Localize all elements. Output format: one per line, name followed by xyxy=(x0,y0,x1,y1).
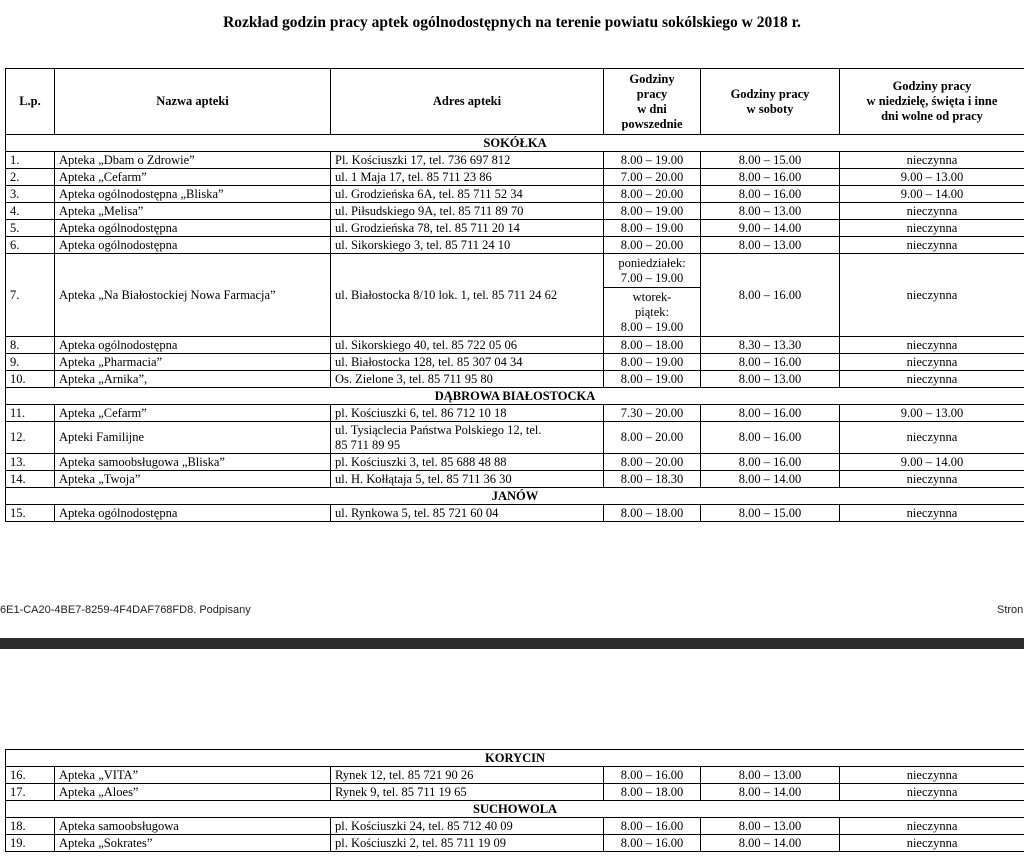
table-row xyxy=(6,767,1024,784)
cell-weekdays-tue-fri xyxy=(604,288,701,337)
cell-address: Pl. Kościuszki 17, tel. 736 697 812 xyxy=(331,152,604,169)
cell-lp: 18. xyxy=(6,818,55,835)
section-header: JANÓW xyxy=(6,488,1024,505)
table-row xyxy=(6,203,1024,220)
cell-address: ul. Sikorskiego 3, tel. 85 711 24 10 xyxy=(331,237,604,254)
cell-address: ul. Sikorskiego 40, tel. 85 722 05 06 xyxy=(331,337,604,354)
table-row xyxy=(6,422,1024,454)
table-row xyxy=(6,784,1024,801)
cell-saturday: 8.00 – 16.00 xyxy=(701,254,840,337)
header-saturday xyxy=(701,69,840,135)
cell-address-line: 85 711 89 95 xyxy=(335,437,401,452)
table-row xyxy=(6,186,1024,203)
cell-sunday: nieczynna xyxy=(840,254,1024,337)
cell-weekdays: 8.00 – 19.00 xyxy=(604,220,701,237)
cell-weekdays: 8.00 – 18.30 xyxy=(604,471,701,488)
cell-sunday: nieczynna xyxy=(840,237,1024,254)
table-row xyxy=(6,471,1024,488)
cell-lp: 4. xyxy=(6,203,55,220)
cell-address: pl. Kościuszki 24, tel. 85 712 40 09 xyxy=(331,818,604,835)
cell-address: ul. Piłsudskiego 9A, tel. 85 711 89 70 xyxy=(331,203,604,220)
cell-saturday: 8.00 – 16.00 xyxy=(701,405,840,422)
page-separator xyxy=(0,638,1024,649)
table-row xyxy=(6,505,1024,522)
cell-weekdays: 8.00 – 18.00 xyxy=(604,505,701,522)
cell-lp: 12. xyxy=(6,422,55,454)
cell-weekdays: 7.30 – 20.00 xyxy=(604,405,701,422)
cell-lp: 3. xyxy=(6,186,55,203)
cell-address: Rynek 12, tel. 85 721 90 26 xyxy=(331,767,604,784)
cell-saturday: 8.00 – 13.00 xyxy=(701,237,840,254)
cell-lp: 10. xyxy=(6,371,55,388)
cell-name: Apteka ogólnodostępna xyxy=(55,505,331,522)
cell-saturday: 8.00 – 16.00 xyxy=(701,354,840,371)
cell-sunday: nieczynna xyxy=(840,203,1024,220)
cell-address-line: ul. Tysiąclecia Państwa Polskiego 12, tel. xyxy=(335,422,542,437)
document-footer-page: Stron xyxy=(997,604,1024,616)
cell-sunday: 9.00 – 14.00 xyxy=(840,186,1024,203)
cell-sunday: nieczynna xyxy=(840,152,1024,169)
cell-name: Apteka „Twoja” xyxy=(55,471,331,488)
cell-address: ul. Rynkowa 5, tel. 85 721 60 04 xyxy=(331,505,604,522)
table-row xyxy=(6,354,1024,371)
cell-address: ul. H. Kołłątaja 5, tel. 85 711 36 30 xyxy=(331,471,604,488)
cell-sunday: 9.00 – 14.00 xyxy=(840,454,1024,471)
cell-saturday: 8.00 – 16.00 xyxy=(701,454,840,471)
cell-sunday: nieczynna xyxy=(840,220,1024,237)
cell-sunday: nieczynna xyxy=(840,354,1024,371)
cell-name: Apteka „Melisa” xyxy=(55,203,331,220)
cell-weekdays-monday xyxy=(604,254,701,288)
cell-weekdays-line: piątek: xyxy=(634,304,669,319)
cell-saturday: 8.00 – 14.00 xyxy=(701,471,840,488)
table-row xyxy=(6,237,1024,254)
cell-saturday: 8.00 – 16.00 xyxy=(701,169,840,186)
page-2-top-margin xyxy=(0,649,1024,739)
cell-name: Apteka samoobsługowa „Bliska” xyxy=(55,454,331,471)
cell-saturday: 8.00 – 16.00 xyxy=(701,422,840,454)
cell-weekdays: 8.00 – 19.00 xyxy=(604,371,701,388)
header-weekdays xyxy=(604,69,701,135)
cell-address xyxy=(331,422,604,454)
pharmacy-table-page-1 xyxy=(5,68,1024,522)
header-saturday-line: w soboty xyxy=(746,101,794,116)
cell-name: Apteka ogólnodostępna xyxy=(55,237,331,254)
header-saturday-line: Godziny pracy xyxy=(730,86,810,101)
cell-weekdays: 8.00 – 20.00 xyxy=(604,422,701,454)
header-sunday-line: dni wolne od pracy xyxy=(881,109,983,123)
cell-name: Apteki Familijne xyxy=(55,422,331,454)
cell-address: ul. Grodzieńska 78, tel. 85 711 20 14 xyxy=(331,220,604,237)
cell-weekdays: 8.00 – 20.00 xyxy=(604,186,701,203)
table-row xyxy=(6,169,1024,186)
cell-name: Apteka „Aloes” xyxy=(55,784,331,801)
cell-name: Apteka ogólnodostępna xyxy=(55,337,331,354)
table-row xyxy=(6,220,1024,237)
section-header: SUCHOWOLA xyxy=(6,801,1024,818)
cell-sunday: nieczynna xyxy=(840,784,1024,801)
table-row xyxy=(6,152,1024,169)
cell-weekdays-line: poniedziałek: xyxy=(618,255,686,270)
cell-address: pl. Kościuszki 2, tel. 85 711 19 09 xyxy=(331,835,604,852)
table-row xyxy=(6,818,1024,835)
cell-saturday: 8.00 – 13.00 xyxy=(701,203,840,220)
cell-saturday: 8.00 – 13.00 xyxy=(701,767,840,784)
header-address: Adres apteki xyxy=(331,69,604,135)
section-header: DĄBROWA BIAŁOSTOCKA xyxy=(6,388,1024,405)
cell-weekdays: 8.00 – 19.00 xyxy=(604,152,701,169)
cell-name: Apteka samoobsługowa xyxy=(55,818,331,835)
cell-address: ul. 1 Maja 17, tel. 85 711 23 86 xyxy=(331,169,604,186)
cell-lp: 9. xyxy=(6,354,55,371)
cell-sunday: nieczynna xyxy=(840,371,1024,388)
cell-lp: 2. xyxy=(6,169,55,186)
cell-lp: 17. xyxy=(6,784,55,801)
cell-lp: 13. xyxy=(6,454,55,471)
header-name: Nazwa apteki xyxy=(55,69,331,135)
cell-address: Rynek 9, tel. 85 711 19 65 xyxy=(331,784,604,801)
table-row xyxy=(6,337,1024,354)
cell-weekdays: 8.00 – 18.00 xyxy=(604,337,701,354)
table-row xyxy=(6,454,1024,471)
table-row xyxy=(6,835,1024,852)
cell-weekdays: 8.00 – 16.00 xyxy=(604,835,701,852)
table-row xyxy=(6,371,1024,388)
header-weekdays-line: Godziny xyxy=(629,71,675,86)
cell-saturday: 8.30 – 13.30 xyxy=(701,337,840,354)
cell-name: Apteka „Arnika”, xyxy=(55,371,331,388)
cell-lp: 8. xyxy=(6,337,55,354)
section-header: SOKÓŁKA xyxy=(6,135,1024,152)
cell-name: Apteka „Sokrates” xyxy=(55,835,331,852)
cell-lp: 7. xyxy=(6,254,55,337)
header-weekdays-line: powszednie xyxy=(621,116,683,131)
cell-sunday: 9.00 – 13.00 xyxy=(840,169,1024,186)
cell-sunday: nieczynna xyxy=(840,471,1024,488)
cell-lp: 15. xyxy=(6,505,55,522)
cell-name: Apteka „Pharmacia” xyxy=(55,354,331,371)
cell-name: Apteka „Dbam o Zdrowie” xyxy=(55,152,331,169)
header-sunday xyxy=(840,69,1024,135)
cell-address: ul. Białostocka 128, tel. 85 307 04 34 xyxy=(331,354,604,371)
cell-weekdays: 7.00 – 20.00 xyxy=(604,169,701,186)
cell-address: pl. Kościuszki 3, tel. 85 688 48 88 xyxy=(331,454,604,471)
cell-weekdays: 8.00 – 20.00 xyxy=(604,454,701,471)
cell-address: pl. Kościuszki 6, tel. 86 712 10 18 xyxy=(331,405,604,422)
cell-weekdays-line: 8.00 – 19.00 xyxy=(620,319,684,334)
cell-weekdays-line: wtorek- xyxy=(632,289,672,304)
cell-sunday: nieczynna xyxy=(840,337,1024,354)
header-lp: L.p. xyxy=(6,69,55,135)
cell-weekdays: 8.00 – 19.00 xyxy=(604,203,701,220)
cell-lp: 19. xyxy=(6,835,55,852)
cell-weekdays: 8.00 – 20.00 xyxy=(604,237,701,254)
cell-saturday: 8.00 – 13.00 xyxy=(701,371,840,388)
cell-name: Apteka ogólnodostępna xyxy=(55,220,331,237)
cell-saturday: 8.00 – 15.00 xyxy=(701,505,840,522)
cell-saturday: 8.00 – 14.00 xyxy=(701,784,840,801)
cell-name: Apteka „Cefarm” xyxy=(55,169,331,186)
cell-sunday: nieczynna xyxy=(840,505,1024,522)
cell-lp: 11. xyxy=(6,405,55,422)
cell-weekdays: 8.00 – 19.00 xyxy=(604,354,701,371)
cell-sunday: nieczynna xyxy=(840,422,1024,454)
cell-lp: 1. xyxy=(6,152,55,169)
header-weekdays-line: w dni xyxy=(637,101,667,116)
cell-lp: 6. xyxy=(6,237,55,254)
cell-saturday: 8.00 – 13.00 xyxy=(701,818,840,835)
cell-sunday: nieczynna xyxy=(840,835,1024,852)
section-header: KORYCIN xyxy=(6,750,1024,767)
cell-name: Apteka „Na Białostockiej Nowa Farmacja” xyxy=(55,254,331,337)
cell-sunday: 9.00 – 13.00 xyxy=(840,405,1024,422)
cell-name: Apteka „VITA” xyxy=(55,767,331,784)
cell-sunday: nieczynna xyxy=(840,818,1024,835)
cell-weekdays: 8.00 – 16.00 xyxy=(604,818,701,835)
cell-saturday: 8.00 – 16.00 xyxy=(701,186,840,203)
cell-weekdays: 8.00 – 16.00 xyxy=(604,767,701,784)
cell-saturday: 8.00 – 15.00 xyxy=(701,152,840,169)
cell-name: Apteka „Cefarm” xyxy=(55,405,331,422)
header-weekdays-line: pracy xyxy=(636,86,668,101)
cell-lp: 16. xyxy=(6,767,55,784)
pharmacy-table-page-2 xyxy=(5,749,1024,852)
header-sunday-line: w niedzielę, święta i inne xyxy=(866,94,998,108)
cell-sunday: nieczynna xyxy=(840,767,1024,784)
cell-lp: 5. xyxy=(6,220,55,237)
document-title: Rozkład godzin pracy aptek ogólnodostępnych na terenie powiatu sokólskiego w 2018 r. xyxy=(223,14,801,31)
cell-address: ul. Grodzieńska 6A, tel. 85 711 52 34 xyxy=(331,186,604,203)
table-row xyxy=(6,254,1024,288)
header-sunday-line: Godziny pracy xyxy=(892,79,972,93)
cell-saturday: 9.00 – 14.00 xyxy=(701,220,840,237)
table-row xyxy=(6,405,1024,422)
cell-weekdays: 8.00 – 18.00 xyxy=(604,784,701,801)
cell-saturday: 8.00 – 14.00 xyxy=(701,835,840,852)
cell-name: Apteka ogólnodostępna „Bliska” xyxy=(55,186,331,203)
cell-weekdays-line: 7.00 – 19.00 xyxy=(620,270,684,285)
cell-lp: 14. xyxy=(6,471,55,488)
cell-address: Os. Zielone 3, tel. 85 711 95 80 xyxy=(331,371,604,388)
cell-address: ul. Białostocka 8/10 lok. 1, tel. 85 711 24 62 xyxy=(331,254,604,337)
document-footer-id: 6E1-CA20-4BE7-8259-4F4DAF768FD8. Podpisany xyxy=(0,604,251,616)
